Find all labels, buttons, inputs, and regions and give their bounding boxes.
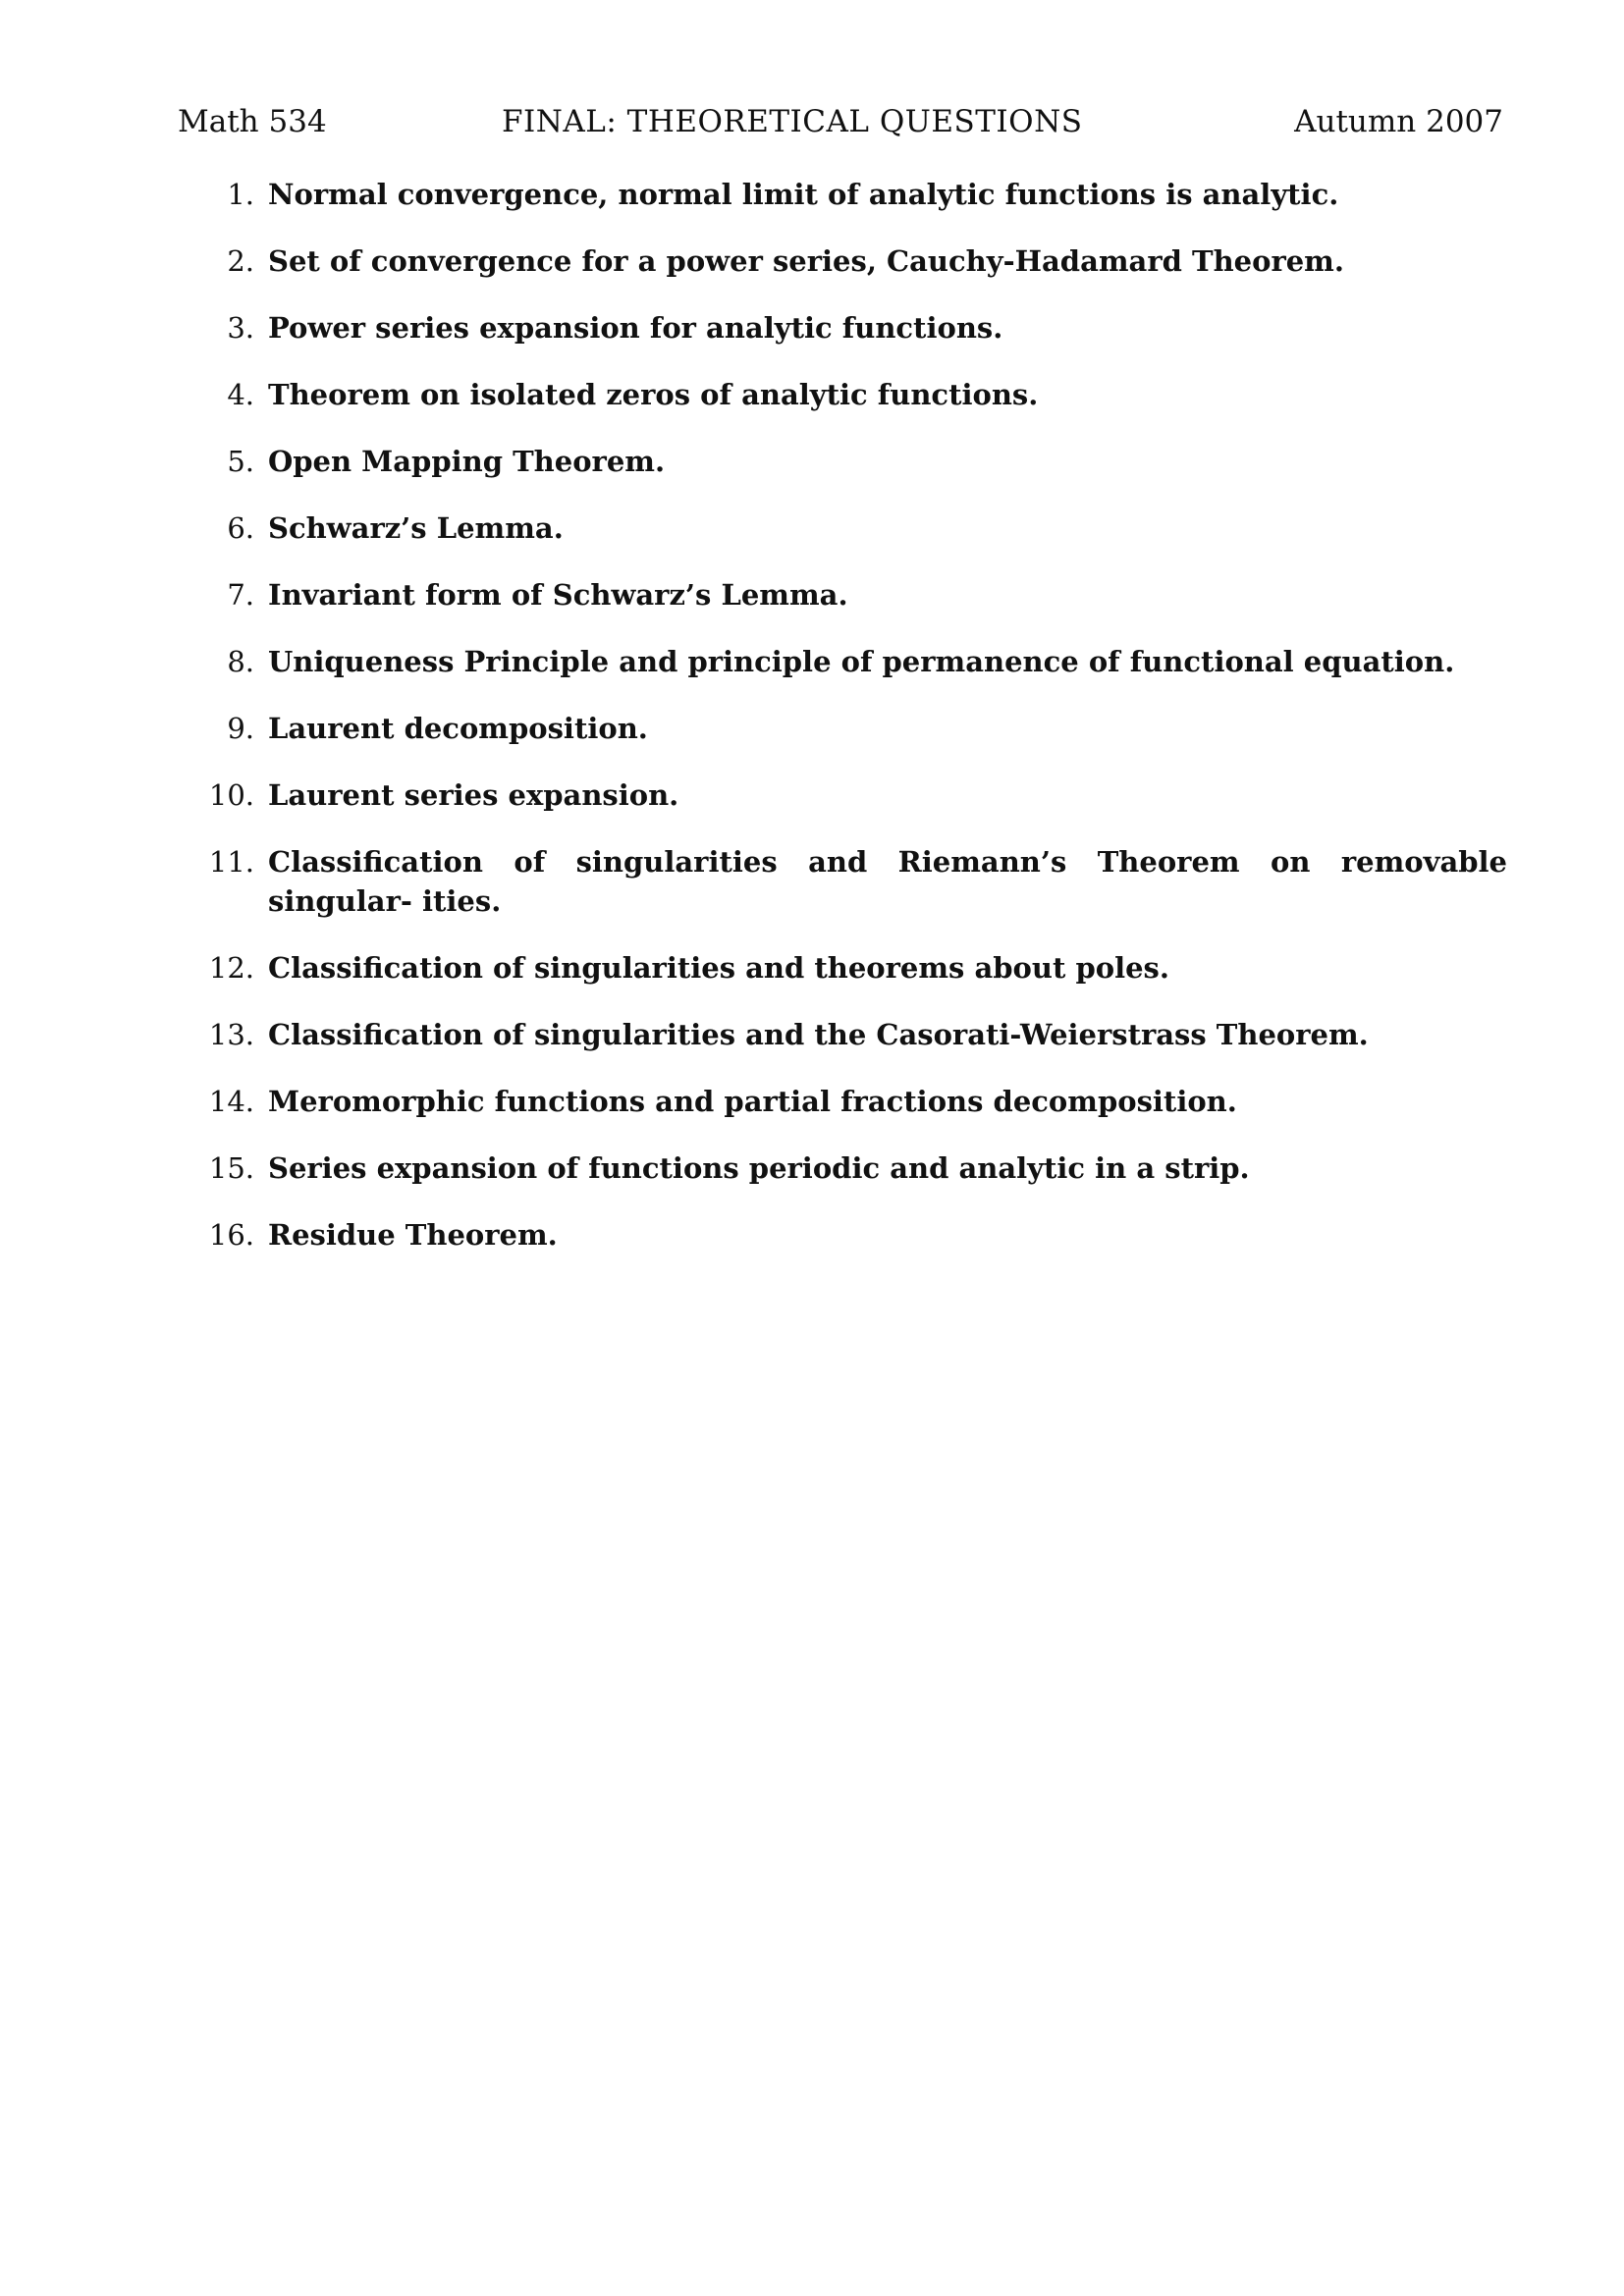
question-item [191, 1148, 1507, 1188]
question-text: Set of convergence for a power series, Cauchy-Hadamard Theorem. [268, 244, 1344, 278]
question-text: Open Mapping Theorem. [268, 445, 666, 478]
question-text: Residue Theorem. [268, 1218, 558, 1252]
term-label: Autumn 2007 [1294, 104, 1503, 139]
question-text: Series expansion of functions periodic and analytic in a strip. [268, 1151, 1250, 1185]
question-text: Theorem on isolated zeros of analytic functions. [268, 378, 1039, 411]
question-text: Normal convergence, normal limit of analytic functions is analytic. [268, 178, 1339, 211]
question-item [191, 241, 1507, 281]
question-item [191, 175, 1507, 214]
question-number: 2. [227, 244, 254, 278]
question-item [191, 575, 1507, 614]
question-number: 15. [208, 1151, 254, 1185]
question-text: Power series expansion for analytic functions. [268, 311, 1003, 345]
question-number: 11. [208, 845, 254, 879]
question-number: 5. [227, 445, 254, 478]
question-item [191, 642, 1507, 681]
question-number: 10. [208, 778, 254, 812]
course-label: Math 534 [178, 104, 327, 139]
question-item [191, 1082, 1507, 1121]
question-text: Classification of singularities and the Casorati-Weierstrass Theorem. [268, 1018, 1369, 1051]
question-text: Schwarz’s Lemma. [268, 511, 564, 545]
question-number: 7. [227, 578, 254, 612]
question-number: 13. [208, 1018, 254, 1051]
question-number: 14. [208, 1085, 254, 1118]
question-text: Uniqueness Principle and principle of permanence of functional equation. [268, 645, 1455, 678]
question-item [191, 842, 1507, 921]
page-title: FINAL: THEORETICAL QUESTIONS [502, 104, 1083, 139]
question-item [191, 442, 1507, 481]
question-text: Invariant form of Schwarz’s Lemma. [268, 578, 848, 612]
question-number: 4. [227, 378, 254, 411]
question-item [191, 775, 1507, 815]
question-text: Laurent series expansion. [268, 778, 679, 812]
question-number: 6. [227, 511, 254, 545]
page-header [178, 100, 1503, 143]
question-item [191, 508, 1507, 548]
question-text: Classification of singularities and Riemann’s Theorem on removable singular- ities. [268, 845, 1507, 918]
question-number: 3. [227, 311, 254, 345]
question-item [191, 1015, 1507, 1054]
question-item [191, 375, 1507, 414]
question-number: 8. [227, 645, 254, 678]
question-item [191, 709, 1507, 748]
question-text: Laurent decomposition. [268, 712, 648, 745]
question-list [191, 175, 1507, 1282]
question-text: Meromorphic functions and partial fractions decomposition. [268, 1085, 1237, 1118]
question-number: 9. [227, 712, 254, 745]
question-text: Classification of singularities and theorems about poles. [268, 951, 1169, 985]
question-item [191, 1215, 1507, 1255]
question-number: 12. [208, 951, 254, 985]
question-number: 1. [227, 178, 254, 211]
question-item [191, 308, 1507, 347]
question-item [191, 948, 1507, 988]
question-number: 16. [208, 1218, 254, 1252]
